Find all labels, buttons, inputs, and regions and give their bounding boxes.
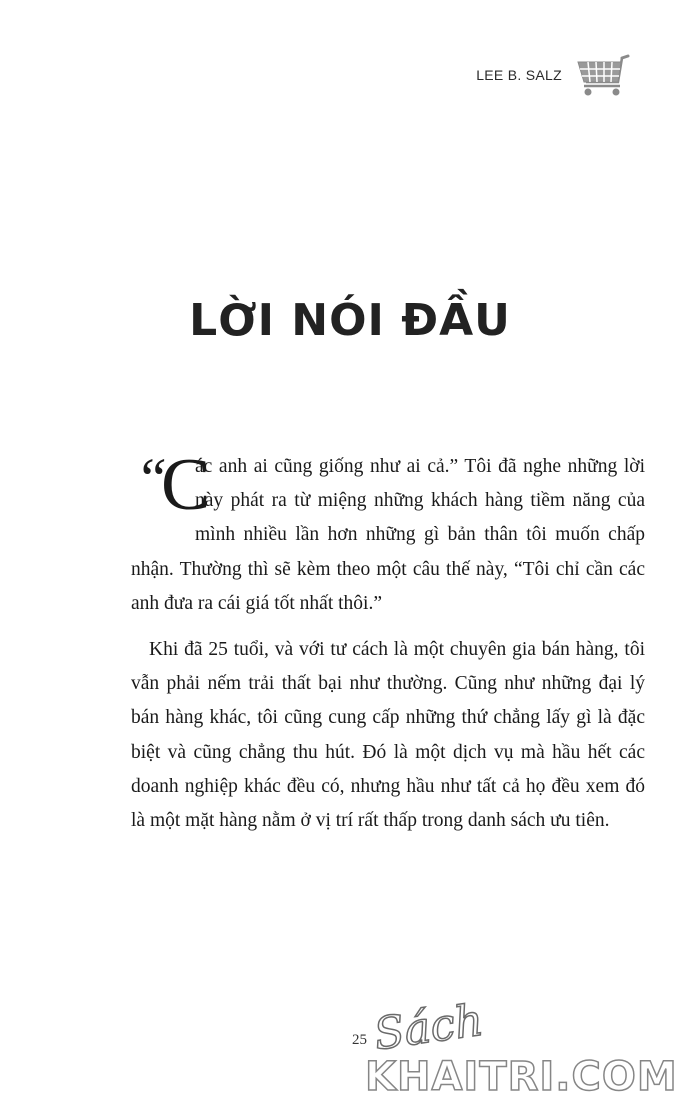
shopping-cart-icon — [574, 52, 630, 98]
author-name: LEE B. SALZ — [476, 67, 562, 83]
body-text — [131, 444, 645, 838]
opening-quote-mark: “ — [135, 446, 168, 511]
paragraph-1 — [131, 444, 645, 621]
drop-cap-letter: C — [161, 444, 211, 526]
paragraph-1-text: ác anh ai cũng giống như ai cả.” Tôi đã nghe những lời này phát ra từ miệng những khách hàng tiềm năng của mình nhiều lần hơn những gì bản thân tôi muốn chấp nhận. Thường thì sẽ kèm theo một câu thế này, “Tôi chỉ cần các anh đưa ra cái giá tốt nhất thôi.” — [131, 456, 645, 614]
paragraph-2-text: Khi đã 25 tuổi, và với tư cách là một chuyên gia bán hàng, tôi vẫn phải nếm trải thất bại như thường. Cũng như những đại lý bán hàng khác, tôi cũng cung cấp những thứ chẳng lấy gì là đặc biệt và cũng chẳng thu hút. Đó là một dịch vụ mà hầu hết các doanh nghiệp khác đều có, nhưng hầu như tất cả họ đều xem đó là một mặt hàng nằm ở vị trí rất thấp trong danh sách ưu tiên. — [131, 639, 645, 832]
chapter-title: LỜI NÓI ĐẦU — [189, 295, 511, 346]
watermark-brand: KHAITRI.COM — [365, 1054, 678, 1100]
drop-cap — [131, 444, 211, 526]
running-header — [476, 52, 630, 98]
watermark-script: Sách — [370, 994, 487, 1061]
paragraph-2 — [131, 633, 645, 838]
page-number: 25 — [352, 1032, 367, 1048]
